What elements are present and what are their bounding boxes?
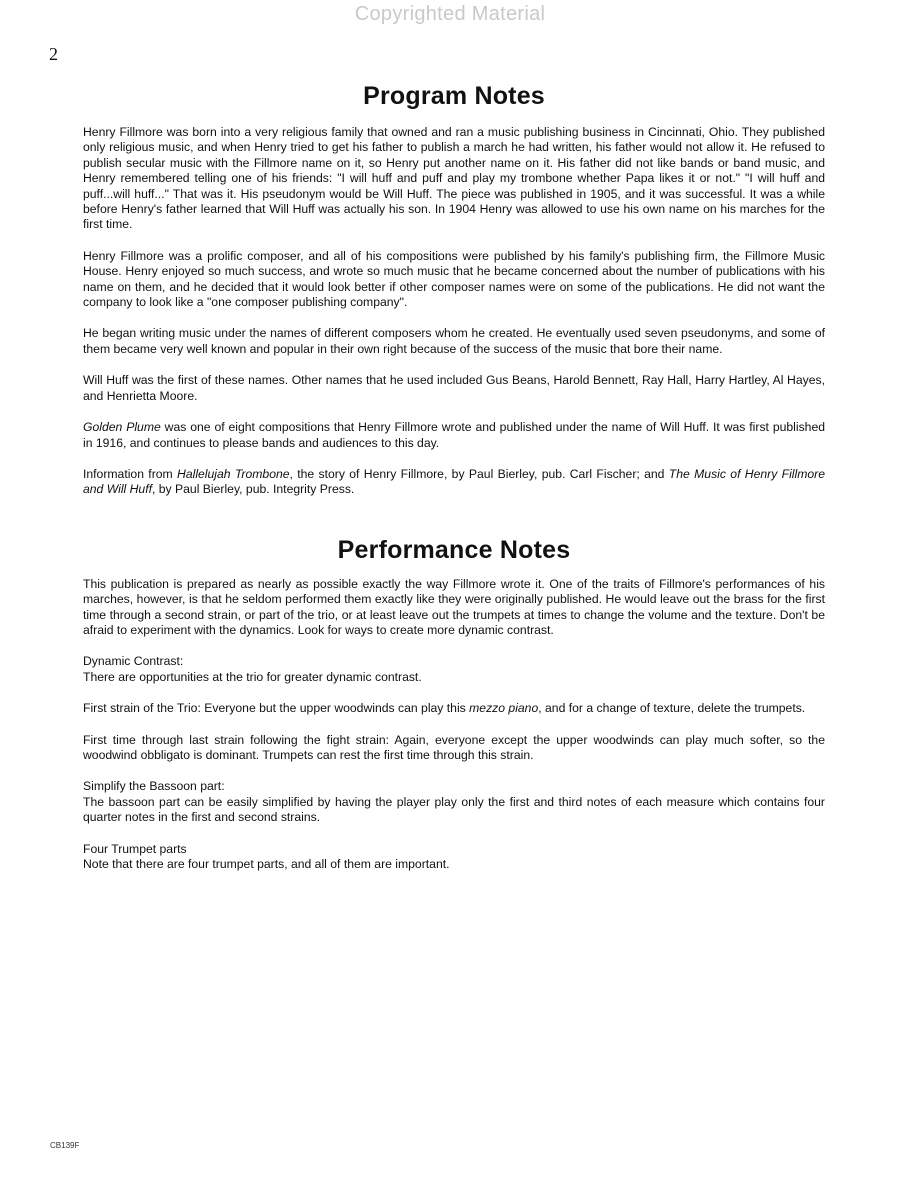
bassoon-text: The bassoon part can be easily simplified by having the player play only the first and third notes of each measure which contains four quarter notes in the first and second strains. (83, 794, 825, 825)
last-strain-note: First time through last strain following the fight strain: Again, everyone except the upper woodwinds can play much softer, so the woodwind obbligato is dominant. Trumpets can rest the first time through this strain. (83, 732, 825, 762)
dynamic-contrast-text: There are opportunities at the trio for greater dynamic contrast. (83, 669, 422, 684)
source-book-2: The Music of Henry Fillmore and Will Huff (83, 466, 825, 497)
trio-text-a: First strain of the Trio: Everyone but the upper woodwinds can play this (83, 701, 470, 716)
performance-notes-title: Performance Notes (337, 535, 571, 564)
trumpet-note (83, 842, 825, 873)
program-paragraph-2: Henry Fillmore was a prolific composer, and all of his compositions were published by his family's publishing firm, the Fillmore Music House. Henry enjoyed so much success, and wrote so much music that he became concerned about the number of publications with his name on them, and he decided that it would look better if other composer names were on some of the publications. He did not want the company to look like a "one composer publishing company". (83, 248, 825, 310)
dynamic-contrast-note (83, 654, 825, 685)
performance-intro: This publication is prepared as nearly as possible exactly the way Fillmore wrote it. One of the traits of Fillmore's performances of his marches, however, is that he seldom performed them exactly like they were originally published. He would leave out the brass for the first time through a second strain, or part of the trio, or at least leave out the trumpets at times to change the volume and the texture. Don't be afraid to experiment with the dynamics. Look for ways to create more dynamic contrast. (83, 576, 825, 637)
program-source-paragraph (83, 467, 825, 498)
mezzo-piano-term: mezzo piano (469, 701, 539, 716)
bassoon-heading: Simplify the Bassoon part: (83, 779, 225, 794)
trio-note (83, 701, 825, 716)
program-paragraph-4: Will Huff was the first of these names. Other names that he used included Gus Beans, Harold Bennett, Ray Hall, Harry Hartley, Al Hayes, and Henrietta Moore. (83, 373, 825, 403)
page-content (83, 82, 825, 888)
trumpet-heading: Four Trumpet parts (83, 841, 187, 856)
dynamic-contrast-heading: Dynamic Contrast: (83, 654, 184, 669)
program-paragraph-3: He began writing music under the names of different composers whom he created. He eventually used seven pseudonyms, and some of them became very well known and popular in their own right because of the success of the music that bore their name. (83, 326, 825, 356)
page-number: 2 (49, 44, 58, 64)
program-paragraph-5-text: was one of eight compositions that Henry Fillmore wrote and published under the name of Will Huff. It was first published in 1916, and continues to please bands and audiences to this day. (83, 420, 826, 450)
source-book-1: Hallelujah Trombone (177, 466, 290, 481)
source-text-c: , by Paul Bierley, pub. Integrity Press. (151, 482, 355, 497)
trio-text-b: , and for a change of texture, delete the trumpets. (538, 701, 806, 716)
source-text-b: , the story of Henry Fillmore, by Paul Bierley, pub. Carl Fischer; and (289, 466, 669, 481)
golden-plume-title: Golden Plume (83, 420, 161, 435)
trumpet-text: Note that there are four trumpet parts, and all of them are important. (83, 857, 450, 871)
program-notes-title: Program Notes (363, 82, 545, 110)
copyright-watermark: Copyrighted Material (354, 3, 546, 25)
source-text-a: Information from (83, 466, 178, 481)
bassoon-note (83, 779, 825, 825)
program-paragraph-1: Henry Fillmore was born into a very religious family that owned and ran a music publishing business in Cincinnati, Ohio. They published only religious music, and when Henry tried to get his father to publish a march he had written, his father would not allow it. He refused to publish secular music with the Fillmore name on it, so Henry put another name on it. His father did not like bands or band music, and Henry remembered telling one of his friends: "I will huff and puff and play my trombone whether Papa likes it or not." "I will huff and puff...will huff..." That was it. His pseudonym would be Will Huff. The piece was published in 1905, and it was successful. It was a while before Henry's father learned that Will Huff was actually his son. In 1904 Henry was allowed to use his own name on his marches for the first time. (83, 125, 825, 232)
program-paragraph-5 (83, 420, 825, 451)
catalog-code: CB139F (50, 1141, 80, 1150)
